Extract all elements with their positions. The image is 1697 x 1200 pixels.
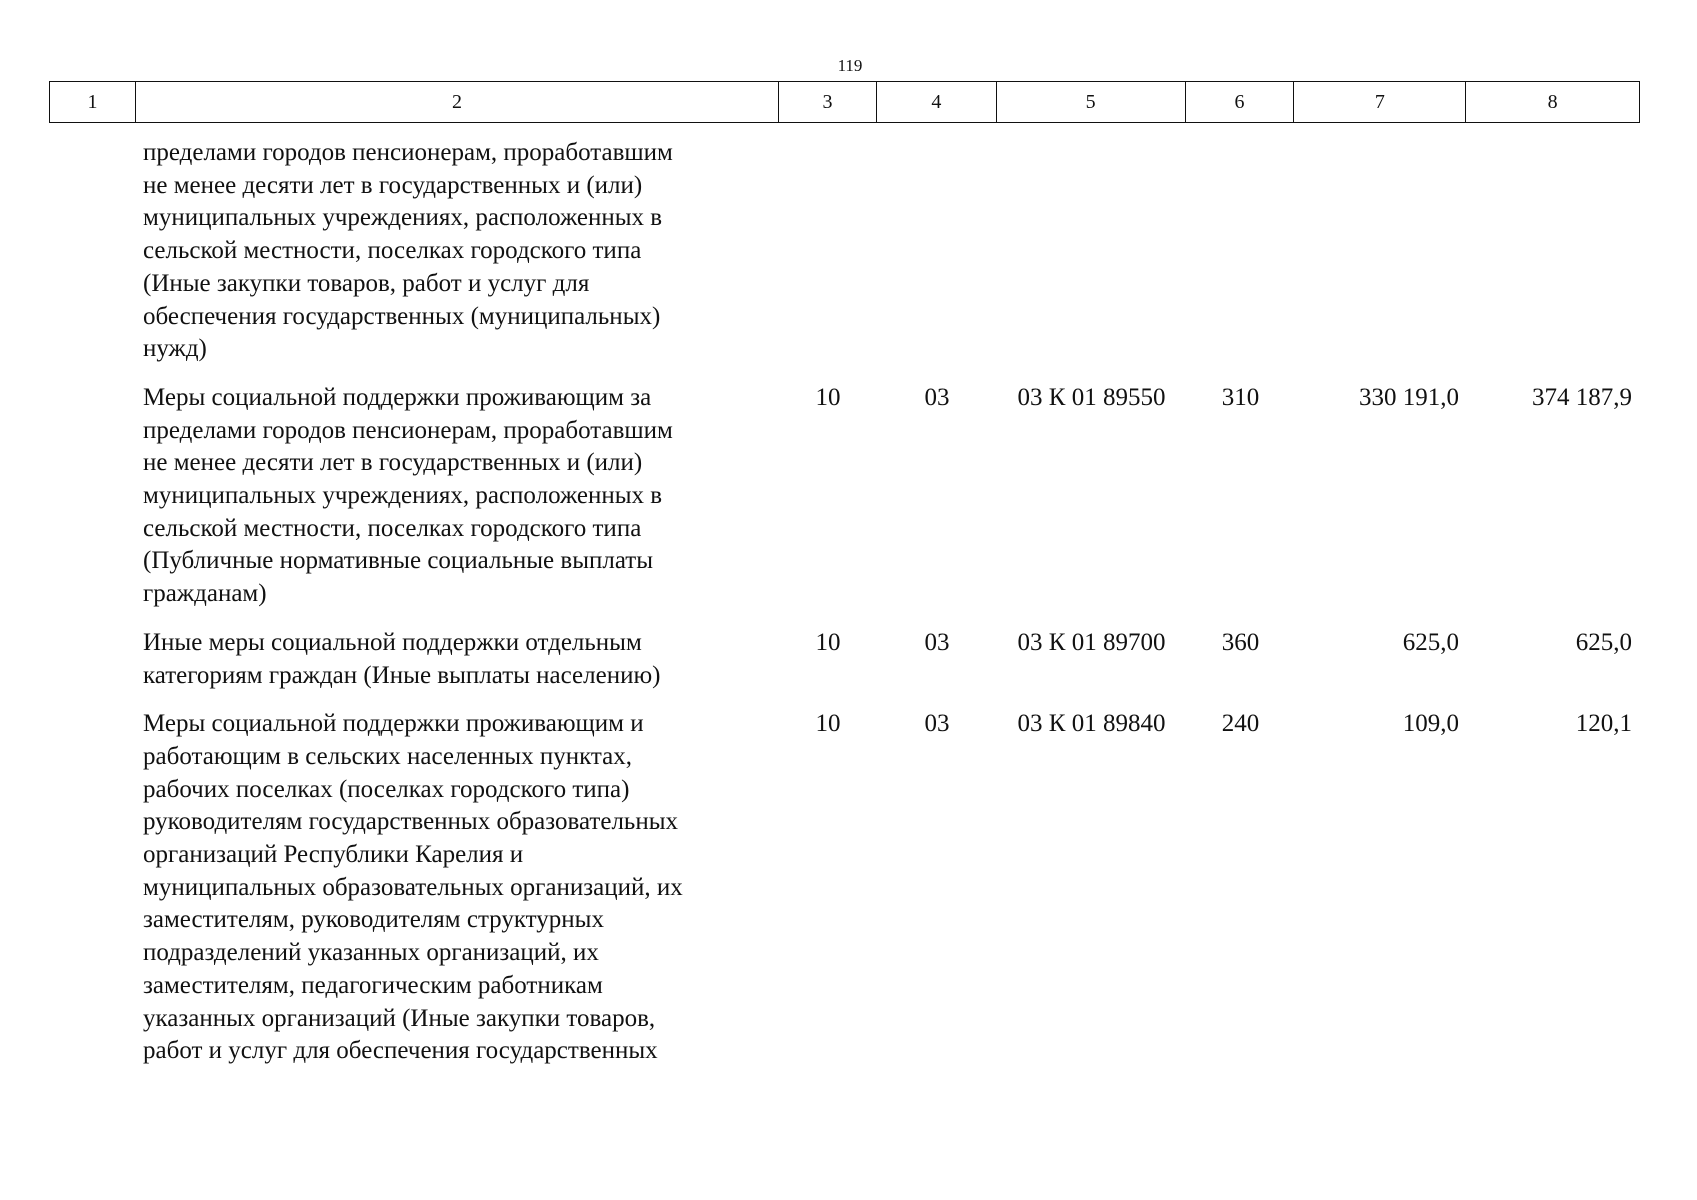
row-subsection-code: 03 [924,710,950,738]
row-amount-col8: 120,1 [1575,710,1632,738]
row-amount-col7: 330 191,0 [1359,383,1459,411]
row-subsection-code: 03 [924,383,950,411]
row-description: пределами городов пенсионерам, проработавшим не менее десяти лет в государственных и (или) муниципальных учреждениях, расположенных в сельской местности, поселках городского типа (Иные закупки товаров, работ и услуг для обеспечения государственных (муниципальных) нужд) [143,139,673,363]
row-section-code [779,137,877,366]
table-row [49,137,1640,366]
row-amount-col8 [1467,137,1640,366]
row-expense-type [1186,137,1295,366]
row-expense-type: 360 [1221,628,1260,656]
header-col-1: 1 [50,82,136,122]
row-amount-col7 [1295,137,1467,366]
row-amount-col8: 625,0 [1575,628,1632,656]
table-header [49,81,1640,123]
table-row [49,627,1640,692]
header-col-3: 3 [779,82,877,122]
header-col-4: 4 [877,82,997,122]
row-expense-type: 240 [1221,710,1260,738]
table-row [49,382,1640,611]
row-description: Меры социальной поддержки проживающим за пределами городов пенсионерам, проработавшим не менее десяти лет в государственных и (или) муниципальных учреждениях, расположенных в сельской местности, поселках городского типа (Публичные нормативные социальные выплаты гражданам) [143,383,673,608]
header-col-7: 7 [1294,82,1466,122]
header-col-2: 2 [136,82,779,122]
row-target-article: 03 К 01 89700 [1017,628,1166,656]
row-amount-col7: 625,0 [1402,628,1459,656]
table-row [49,708,1640,1068]
row-description: Иные меры социальной поддержки отдельным категориям граждан (Иные выплаты населению) [143,628,661,689]
header-col-5: 5 [997,82,1186,122]
row-expense-type: 310 [1221,383,1260,411]
row-amount-col7: 109,0 [1402,710,1459,738]
header-col-8: 8 [1547,90,1558,113]
row-target-article: 03 К 01 89550 [1017,383,1166,411]
row-amount-col8: 374 187,9 [1532,383,1632,411]
table-body [49,137,1640,1084]
header-col-6: 6 [1186,82,1295,122]
page-number: 119 [837,56,863,75]
row-target-article: 03 К 01 89840 [1017,710,1166,738]
row-subsection-code [877,137,997,366]
row-section-code: 10 [815,710,841,738]
row-subsection-code: 03 [924,628,950,656]
row-section-code: 10 [815,383,841,411]
row-target-article [997,137,1186,366]
row-section-code: 10 [815,628,841,656]
row-description: Меры социальной поддержки проживающим и работающим в сельских населенных пунктах, рабочих поселках (поселках городского типа) руководителям государственных образовательных организаций Республики Карелия и муниципальных образовательных организаций, их заместителям, руководителям структурных подразделений указанных организаций, их заместителям, педагогическим работникам указанных организаций (Иные закупки товаров, работ и услуг для обеспечения государственных [143,710,683,1065]
